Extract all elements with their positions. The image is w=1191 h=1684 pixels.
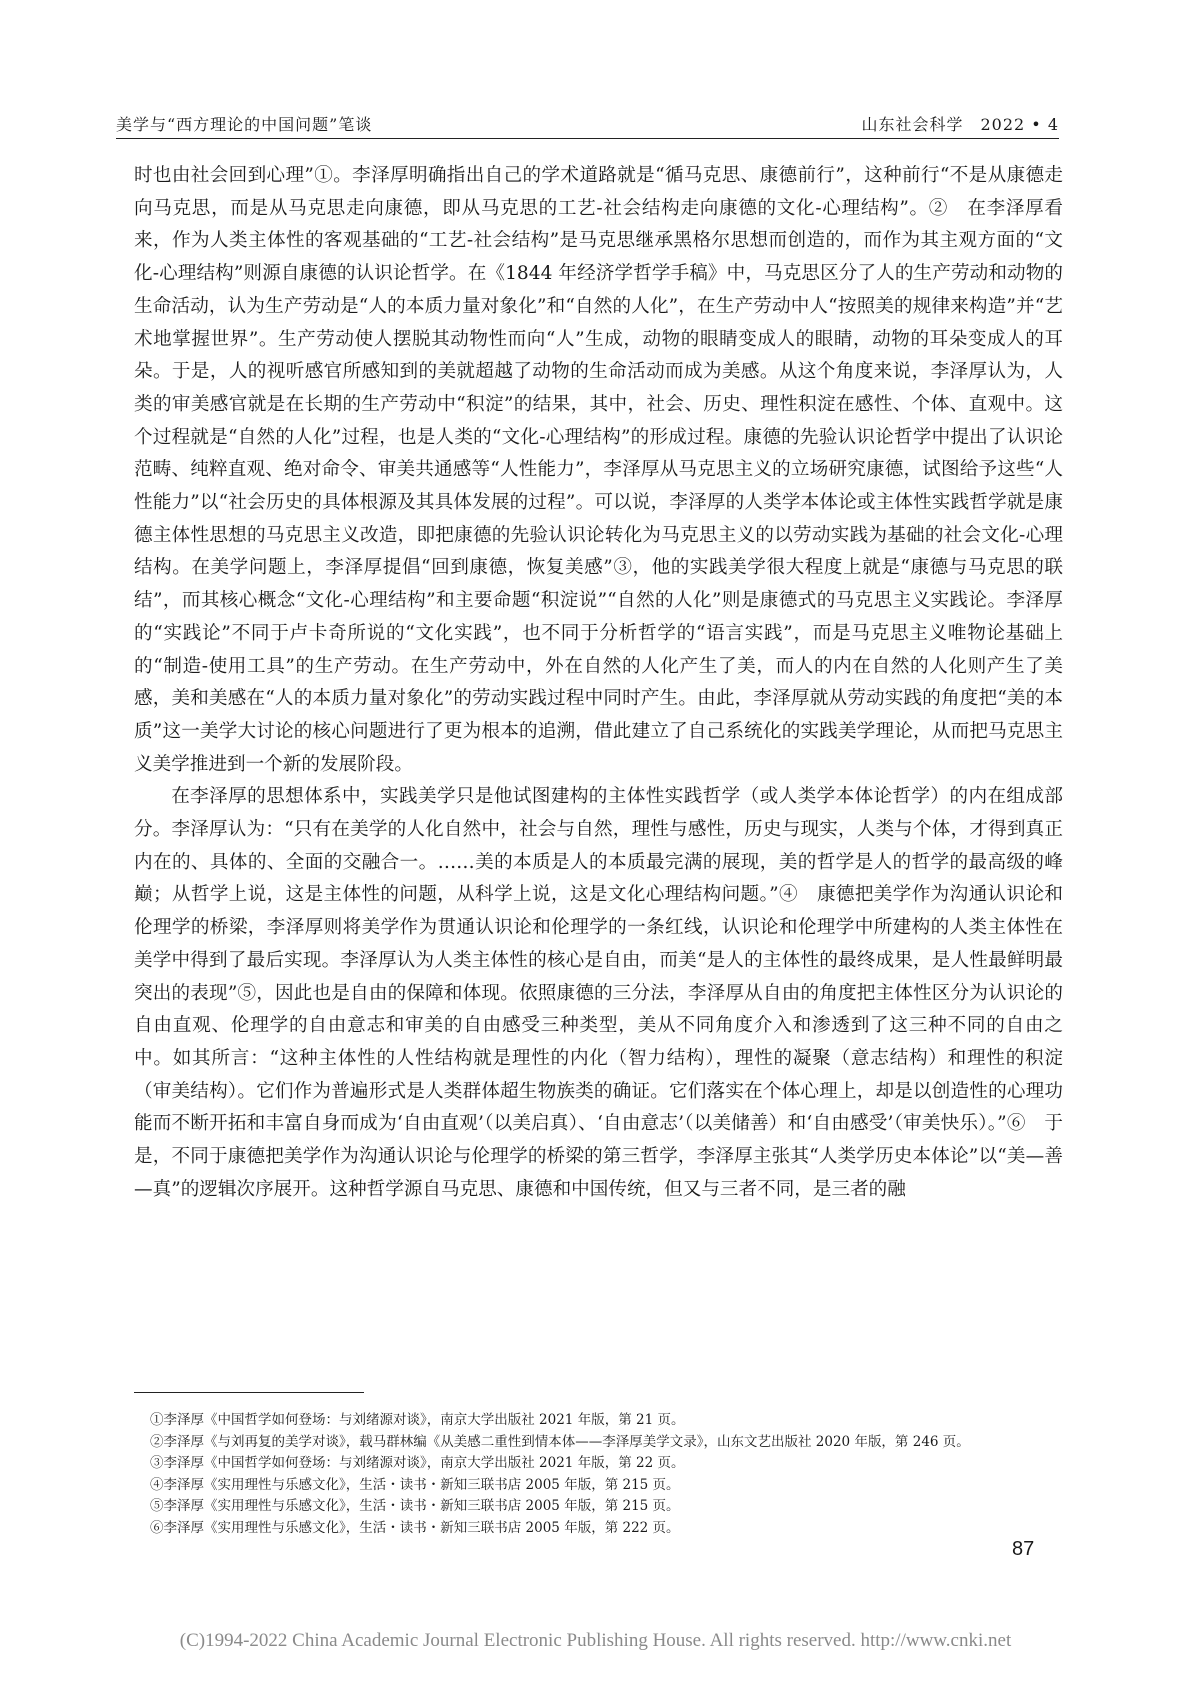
footnote-3: ③李泽厚《中国哲学如何登场：与刘绪源对谈》，南京大学出版社 2021 年版，第 22 页。 bbox=[150, 1455, 685, 1471]
footnote-6: ⑥李泽厚《实用理性与乐感文化》，生活・读书・新知三联书店 2005 年版，第 222 页。 bbox=[150, 1519, 680, 1536]
header-rule bbox=[116, 138, 1059, 139]
footnotes bbox=[150, 1410, 1060, 1539]
page-number: 87 bbox=[1012, 1538, 1035, 1560]
footnote-rule bbox=[134, 1392, 364, 1393]
footnote-5: ⑤李泽厚《实用理性与乐感文化》，生活・读书・新知三联书店 2005 年版，第 215 页。 bbox=[150, 1498, 680, 1514]
footnote-1: ①李泽厚《中国哲学如何登场：与刘绪源对谈》，南京大学出版社 2021 年版，第 21 页。 bbox=[150, 1412, 685, 1428]
running-header bbox=[116, 112, 1059, 136]
body-paragraph-1: 时也由社会回到心理”①。李泽厚明确指出自己的学术道路就是“循马克思、康德前行”，这种前行“不是从康德走向马克思，而是从马克思走向康德，即从马克思的工艺-社会结构走向康德的文化-心理结构”。② 在李泽厚看来，作为人类主体性的客观基础的“工艺-社会结构”是马克思继承黑格尔思想而创造的，而作为其主观方面的“文化-心理结构”则源自康德的认识论哲学。在《1844 年经济学哲学手稿》中，马克思区分了人的生产劳动和动物的生命活动，认为生产劳动是“人的本质力量对象化”和“自然的人化”，在生产劳动中人“按照美的规律来构造”并“艺术地掌握世界”。生产劳动使人摆脱其动物性而向“人”生成，动物的眼睛变成人的眼睛，动物的耳朵变成人的耳朵。于是，人的视听感官所感知到的美就超越了动物的生命活动而成为美感。从这个角度来说，李泽厚认为，人类的审美感官就是在长期的生产劳动中“积淀”的结果，其中，社会、历史、理性积淀在感性、个体、直观中。这个过程就是“自然的人化”过程，也是人类的“文化-心理结构”的形成过程。康德的先验认识论哲学中提出了认识论范畴、纯粹直观、绝对命令、审美共通感等“人性能力”，李泽厚从马克思主义的立场研究康德，试图给予这些“人性能力”以“社会历史的具体根源及其具体发展的过程”。可以说，李泽厚的人类学本体论或主体性实践哲学就是康德主体性思想的马克思主义改造，即把康德的先验认识论转化为马克思主义的以劳动实践为基础的社会文化-心理结构。在美学问题上，李泽厚提倡“回到康德，恢复美感”③，他的实践美学很大程度上就是“康德与马克思的联结”，而其核心概念“文化-心理结构”和主要命题“积淀说”“自然的人化”则是康德式的马克思主义实践论。李泽厚的“实践论”不同于卢卡奇所说的“文化实践”，也不同于分析哲学的“语言实践”，而是马克思主义唯物论基础上的“制造-使用工具”的生产劳动。在生产劳动中，外在自然的人化产生了美，而人的内在自然的人化则产生了美感，美和美感在“人的本质力量对象化”的劳动实践过程中同时产生。由此，李泽厚就从劳动实践的角度把“美的本质”这一美学大讨论的核心问题进行了更为根本的追溯，借此建立了自己系统化的实践美学理论，从而把马克思主义美学推进到一个新的发展阶段。 bbox=[134, 165, 1063, 775]
body-paragraph-2: 在李泽厚的思想体系中，实践美学只是他试图建构的主体性实践哲学（或人类学本体论哲学）的内在组成部分。李泽厚认为：“只有在美学的人化自然中，社会与自然，理性与感性，历史与现实，人类与个体，才得到真正内在的、具体的、全面的交融合一。……美的本质是人的本质最完满的展现，美的哲学是人的哲学的最高级的峰巅；从哲学上说，这是主体性的问题，从科学上说，这是文化心理结构问题。”④ 康德把美学作为沟通认识论和伦理学的桥梁，李泽厚则将美学作为贯通认识论和伦理学的一条红线，认识论和伦理学中所建构的人类主体性在美学中得到了最后实现。李泽厚认为人类主体性的核心是自由，而美“是人的主体性的最终成果，是人性最鲜明最突出的表现”⑤，因此也是自由的保障和体现。依照康德的三分法，李泽厚从自由的角度把主体性区分为认识论的自由直观、伦理学的自由意志和审美的自由感受三种类型，美从不同角度介入和渗透到了这三种不同的自由之中。如其所言：“这种主体性的人性结构就是理性的内化（智力结构），理性的凝聚（意志结构）和理性的积淀（审美结构）。它们作为普遍形式是人类群体超生物族类的确证。它们落实在个体心理上，却是以创造性的心理功能而不断开拓和丰富自身而成为‘自由直观’（以美启真）、‘自由意志’（以美储善）和‘自由感受’（审美快乐）。”⑥ 于是，不同于康德把美学作为沟通认识论与伦理学的桥梁的第三哲学，李泽厚主张其“人类学历史本体论”以“美—善—真”的逻辑次序展开。这种哲学源自马克思、康德和中国传统，但又与三者不同，是三者的融 bbox=[134, 786, 1063, 1200]
body-text bbox=[134, 160, 1063, 1375]
footnote-4: ④李泽厚《实用理性与乐感文化》，生活・读书・新知三联书店 2005 年版，第 215 页。 bbox=[150, 1476, 680, 1493]
header-journal-issue: 山东社会科学 2022 • 4 bbox=[861, 115, 1059, 134]
footnote-2: ②李泽厚《与刘再复的美学对谈》，载马群林编《从美感二重性到情本体——李泽厚美学文录》，山东文艺出版社 2020 年版，第 246 页。 bbox=[150, 1433, 970, 1450]
header-journal-section: 美学与“西方理论的中国问题”笔谈 bbox=[116, 115, 373, 134]
copyright-notice: (C)1994-2022 China Academic Journal Electronic Publishing House. All rights reserved. http://www.cnki.net bbox=[179, 1630, 1012, 1651]
